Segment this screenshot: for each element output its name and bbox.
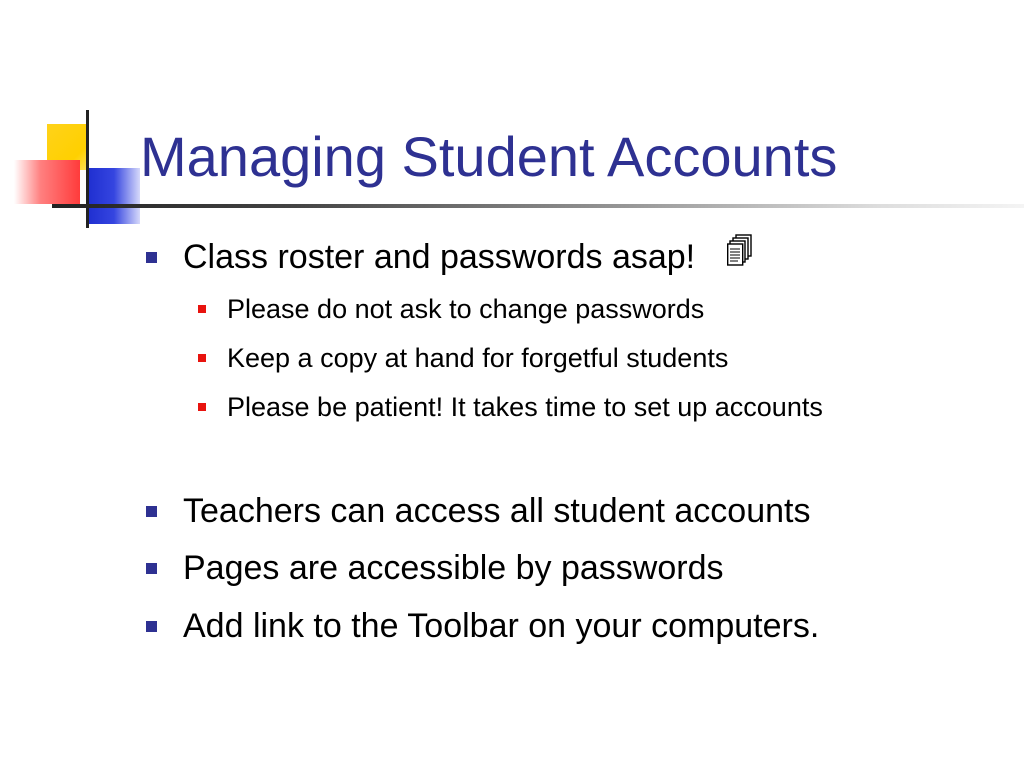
slide-title: Managing Student Accounts [140,125,838,188]
sub-bullet-item [227,341,728,375]
bullet-marker [146,506,157,517]
bullet-text: Teachers can access all student accounts [183,492,811,530]
sub-bullet-item [227,390,823,424]
bullet-text: Class roster and passwords asap! [183,238,696,276]
bullet-text: Add link to the Toolbar on your computers. [183,607,820,645]
documents-icon [727,234,753,279]
title-underline [52,204,1024,208]
bullet-marker [146,563,157,574]
bullet-item [183,237,753,279]
sub-bullet-marker [198,305,206,313]
sub-bullet-marker [198,403,206,411]
logo-vertical-line [86,110,89,228]
sub-bullet-marker [198,354,206,362]
sub-bullet-text: Please do not ask to change passwords [227,294,705,324]
logo-blue-block [88,168,140,224]
logo-red-block [14,160,80,204]
bullet-item [183,548,724,588]
bullet-marker [146,621,157,632]
bullet-text: Pages are accessible by passwords [183,549,724,587]
bullet-item [183,606,819,646]
sub-bullet-item [227,292,704,326]
sub-bullet-text: Please be patient! It takes time to set up accounts [227,392,823,422]
sub-bullet-text: Keep a copy at hand for forgetful students [227,343,729,373]
bullet-item [183,491,810,531]
bullet-marker [146,252,157,263]
